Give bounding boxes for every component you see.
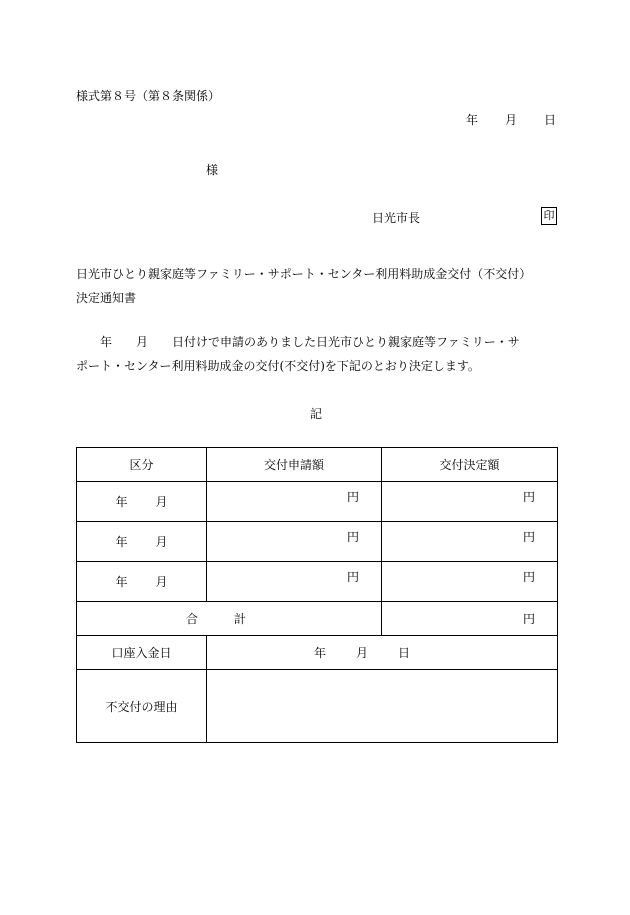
decided-amount-cell: 円 — [382, 482, 558, 522]
month-label: 月 — [155, 535, 168, 549]
subsidy-table — [76, 447, 558, 743]
year-month-cell — [77, 482, 207, 522]
year-label: 年 — [115, 575, 128, 589]
header-decided-amount: 交付決定額 — [382, 448, 558, 482]
total-label-b: 計 — [234, 612, 247, 626]
document-title — [76, 262, 531, 310]
header-applied-amount: 交付申請額 — [207, 448, 382, 482]
body-line-1: 年 月 日付けで申請のありました日光市ひとり親家庭等ファミリー・サ — [76, 335, 520, 349]
table-row — [77, 562, 558, 602]
year-month-cell — [77, 522, 207, 562]
table-header-row — [77, 448, 558, 482]
table-row — [77, 522, 558, 562]
month-label: 月 — [155, 495, 168, 509]
ki-heading: 記 — [310, 407, 323, 421]
deposit-day-label: 日 — [398, 646, 411, 660]
issuer-name: 日光市長 — [372, 211, 421, 225]
date-month-label: 月 — [504, 113, 517, 127]
deposit-date-label: 口座入金日 — [77, 636, 207, 670]
total-row — [77, 602, 558, 636]
body-paragraph — [76, 330, 520, 378]
year-month-cell — [77, 562, 207, 602]
deposit-month-label: 月 — [355, 646, 368, 660]
applied-amount-cell: 円 — [207, 522, 382, 562]
reason-label: 不交付の理由 — [77, 670, 207, 743]
deposit-date-row — [77, 636, 558, 670]
reason-field[interactable] — [207, 670, 558, 743]
seal-stamp-box: 印 — [541, 207, 557, 225]
body-line-2: ポート・センター利用料助成金の交付(不交付)を下記のとおり決定します。 — [76, 359, 480, 373]
form-number: 様式第８号（第８条関係） — [76, 89, 221, 103]
decided-amount-cell: 円 — [382, 562, 558, 602]
year-label: 年 — [115, 495, 128, 509]
deposit-year-label: 年 — [313, 646, 326, 660]
title-line-1: 日光市ひとり親家庭等ファミリー・サポート・センター利用料助成金交付（不交付） — [76, 267, 532, 281]
decided-amount-cell: 円 — [382, 522, 558, 562]
applied-amount-cell: 円 — [207, 562, 382, 602]
month-label: 月 — [155, 575, 168, 589]
date-year-label: 年 — [466, 113, 479, 127]
title-line-2: 決定通知書 — [76, 291, 137, 305]
applied-amount-cell: 円 — [207, 482, 382, 522]
deposit-date-cell — [207, 636, 558, 670]
total-label-cell — [77, 602, 382, 636]
total-amount-cell: 円 — [382, 602, 558, 636]
table-row — [77, 482, 558, 522]
total-label-a: 合 — [185, 612, 198, 626]
reason-row — [77, 670, 558, 743]
year-label: 年 — [115, 535, 128, 549]
issue-date — [466, 111, 556, 128]
date-day-label: 日 — [543, 113, 556, 127]
header-category: 区分 — [77, 448, 207, 482]
addressee-suffix: 様 — [206, 163, 219, 177]
